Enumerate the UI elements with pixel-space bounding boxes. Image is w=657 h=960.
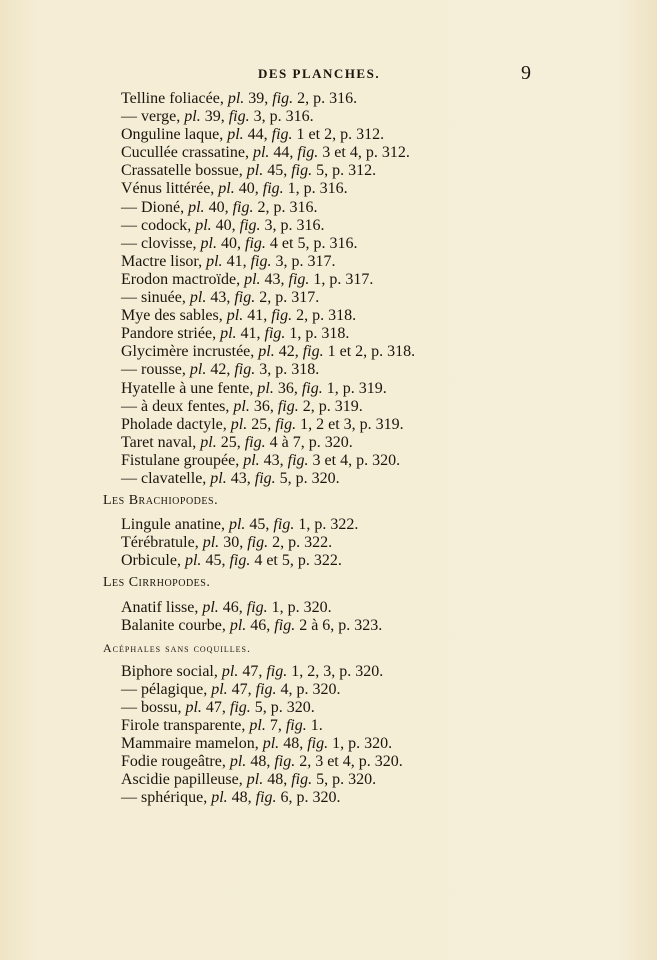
index-entry: — Dioné, pl. 40, fig. 2, p. 316.	[121, 198, 318, 216]
section-heading: Les Cirrhopodes.	[103, 575, 211, 591]
index-entry: Erodon mactroïde, pl. 43, fig. 1, p. 317.	[121, 270, 374, 288]
index-entry: Hyatelle à une fente, pl. 36, fig. 1, p. 319.	[121, 379, 387, 397]
index-entry: Pholade dactyle, pl. 25, fig. 1, 2 et 3, p. 319.	[121, 415, 404, 433]
section-heading: Les Brachiopodes.	[103, 493, 219, 509]
index-entry: Pandore striée, pl. 41, fig. 1, p. 318.	[121, 325, 350, 343]
index-entry: Mactre lisor, pl. 41, fig. 3, p. 317.	[121, 252, 336, 270]
index-entry: — clovisse, pl. 40, fig. 4 et 5, p. 316.	[121, 234, 358, 252]
index-entry: Telline foliacée, pl. 39, fig. 2, p. 316.	[121, 90, 358, 107]
index-entry: Mammaire mamelon, pl. 48, fig. 1, p. 320.	[121, 735, 393, 753]
index-entry: Biphore social, pl. 47, fig. 1, 2, 3, p. 320.	[121, 662, 384, 680]
section-heading: Acéphales sans coquilles.	[103, 640, 252, 655]
index-entry: — sinuée, pl. 43, fig. 2, p. 317.	[121, 289, 320, 307]
index-entry: Mye des sables, pl. 41, fig. 2, p. 318.	[121, 307, 357, 325]
index-entry: Térébratule, pl. 30, fig. 2, p. 322.	[121, 534, 333, 552]
index-entry: Cucullée crassatine, pl. 44, fig. 3 et 4, p. 312.	[121, 144, 410, 162]
index-entry: Onguline laque, pl. 44, fig. 1 et 2, p. 312.	[121, 126, 385, 144]
index-entry: Vénus littérée, pl. 40, fig. 1, p. 316.	[121, 180, 348, 198]
index-entry: — à deux fentes, pl. 36, fig. 2, p. 319.	[121, 397, 363, 415]
index-entries	[0, 90, 657, 808]
index-entry: — verge, pl. 39, fig. 3, p. 316.	[121, 108, 314, 126]
index-entry: — clavatelle, pl. 43, fig. 5, p. 320.	[121, 469, 340, 487]
index-entry: Glycimère incrustée, pl. 42, fig. 1 et 2, p. 318.	[121, 343, 416, 361]
index-entry: Taret naval, pl. 25, fig. 4 à 7, p. 320.	[121, 433, 353, 451]
index-entry: Ascidie papilleuse, pl. 48, fig. 5, p. 320.	[121, 771, 377, 789]
index-entry: — rousse, pl. 42, fig. 3, p. 318.	[121, 361, 320, 379]
index-entry: Crassatelle bossue, pl. 45, fig. 5, p. 312.	[121, 162, 377, 180]
index-entry: — bossu, pl. 47, fig. 5, p. 320.	[121, 699, 315, 716]
index-entry: Fodie rougeâtre, pl. 48, fig. 2, 3 et 4, p. 320.	[121, 753, 403, 771]
index-entry: — codock, pl. 40, fig. 3, p. 316.	[121, 216, 325, 234]
index-entry: — pélagique, pl. 47, fig. 4, p. 320.	[121, 680, 341, 698]
index-entry: Lingule anatine, pl. 45, fig. 1, p. 322.	[121, 516, 359, 534]
page-number: 9	[521, 62, 531, 84]
running-head: DES PLANCHES.	[258, 66, 381, 81]
index-entry: Balanite courbe, pl. 46, fig. 2 à 6, p. 323.	[121, 616, 383, 634]
page-header	[0, 62, 657, 86]
index-entry: Orbicule, pl. 45, fig. 4 et 5, p. 322.	[121, 552, 342, 570]
index-entry: Firole transparente, pl. 7, fig. 1.	[121, 717, 323, 735]
index-entry: — sphérique, pl. 48, fig. 6, p. 320.	[121, 789, 341, 807]
index-entry: Fistulane groupée, pl. 43, fig. 3 et 4, p. 320.	[121, 451, 401, 469]
index-entry: Anatif lisse, pl. 46, fig. 1, p. 320.	[121, 598, 332, 616]
